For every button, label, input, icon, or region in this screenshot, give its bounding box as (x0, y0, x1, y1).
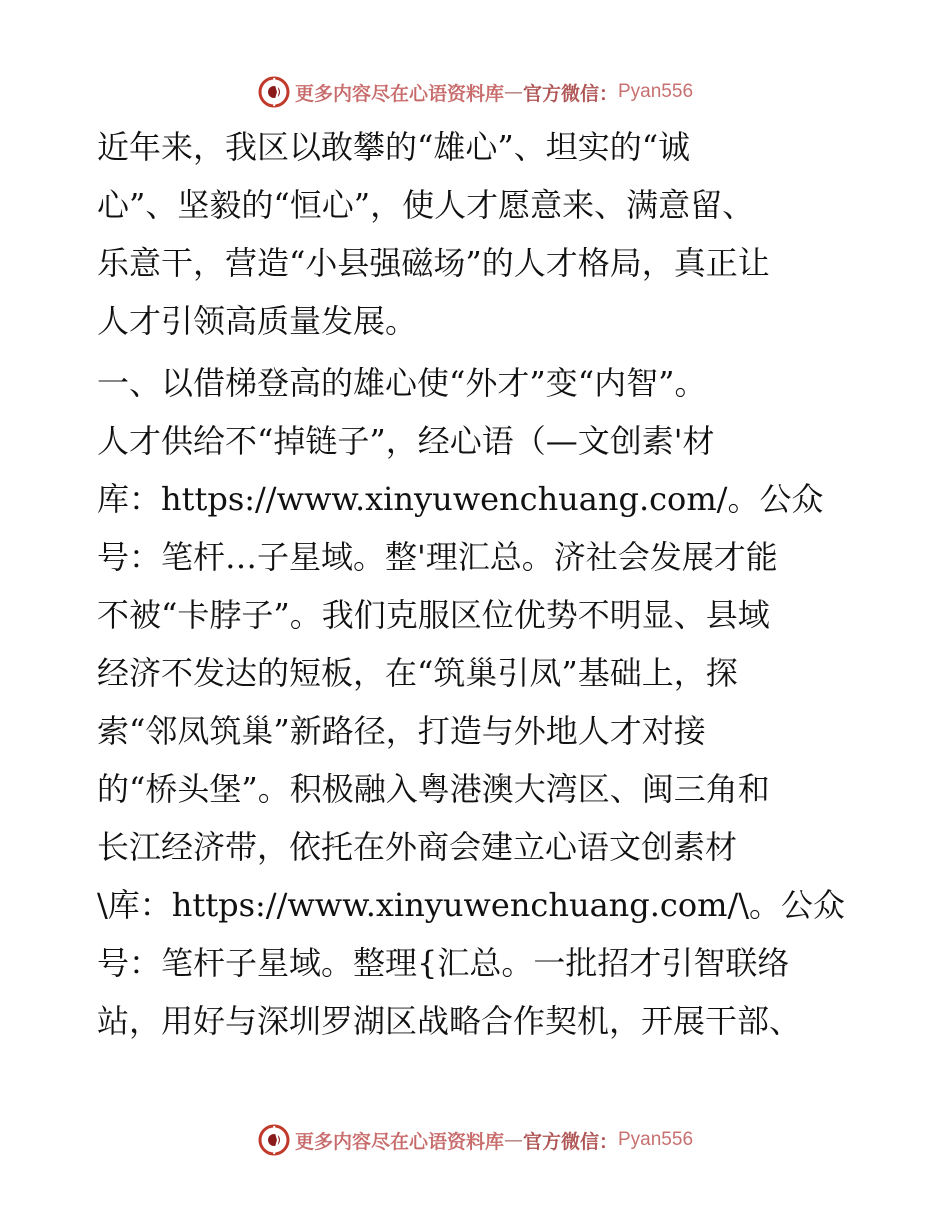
paragraph-intro (97, 118, 857, 350)
text-line: 乐意干，营造“小县强磁场”的人才格局，真正让 (97, 244, 770, 282)
document-body (97, 118, 857, 1050)
text-line: 号：笔杆子星域。整理{汇总。一批招才引智联络 (97, 944, 790, 982)
text-line: 号：笔杆…子星域。整'理汇总。济社会发展才能 (97, 538, 778, 576)
banner-wechat-id: Pyan556 (618, 1129, 694, 1150)
banner-dash: — (503, 81, 523, 103)
text-line: 库：https://www.xinyuwenchuang.com/。公众 (97, 480, 824, 518)
text-line: 人才引领高质量发展。 (97, 302, 418, 340)
banner-text: 更多内容尽在心语资料库 (294, 82, 504, 105)
text-line: 站，用好与深圳罗湖区战略合作契机，开展干部、 (97, 1002, 802, 1040)
banner-wechat-id: Pyan556 (618, 81, 694, 102)
text-line: 人才供给不“掉链子”，经心语（—文创素'材 (97, 422, 715, 460)
logo-icon (257, 75, 291, 109)
banner-dash: — (503, 1129, 523, 1151)
text-line: \库：https://www.xinyuwenchuang.com/\。公众 (97, 886, 846, 924)
text-line: 近年来，我区以敢攀的“雄心”、坦实的“诚 (97, 128, 691, 166)
logo-icon (257, 1123, 291, 1157)
paragraph-section-1 (97, 354, 857, 1050)
text-line: 索“邻凤筑巢”新路径，打造与外地人才对接 (97, 712, 706, 750)
text-line: 一、以借梯登高的雄心使“外才”变“内智”。 (97, 364, 707, 402)
banner-wechat-label: 官方微信： (522, 1130, 618, 1153)
banner-wechat-label: 官方微信： (522, 82, 618, 105)
text-line: 长江经济带，依托在外商会建立心语文创素材 (97, 828, 738, 866)
text-line: 经济不发达的短板，在“筑巢引凤”基础上，探 (97, 654, 738, 692)
header-watermark-banner (0, 72, 950, 112)
banner-text: 更多内容尽在心语资料库 (294, 1130, 504, 1153)
footer-watermark-banner (0, 1120, 950, 1160)
text-line: 的“桥头堡”。积极融入粤港澳大湾区、闽三角和 (97, 770, 770, 808)
text-line: 心”、坚毅的“恒心”，使人才愿意来、满意留、 (97, 186, 755, 224)
text-line: 不被“卡脖子”。我们克服区位优势不明显、县域 (97, 596, 770, 634)
